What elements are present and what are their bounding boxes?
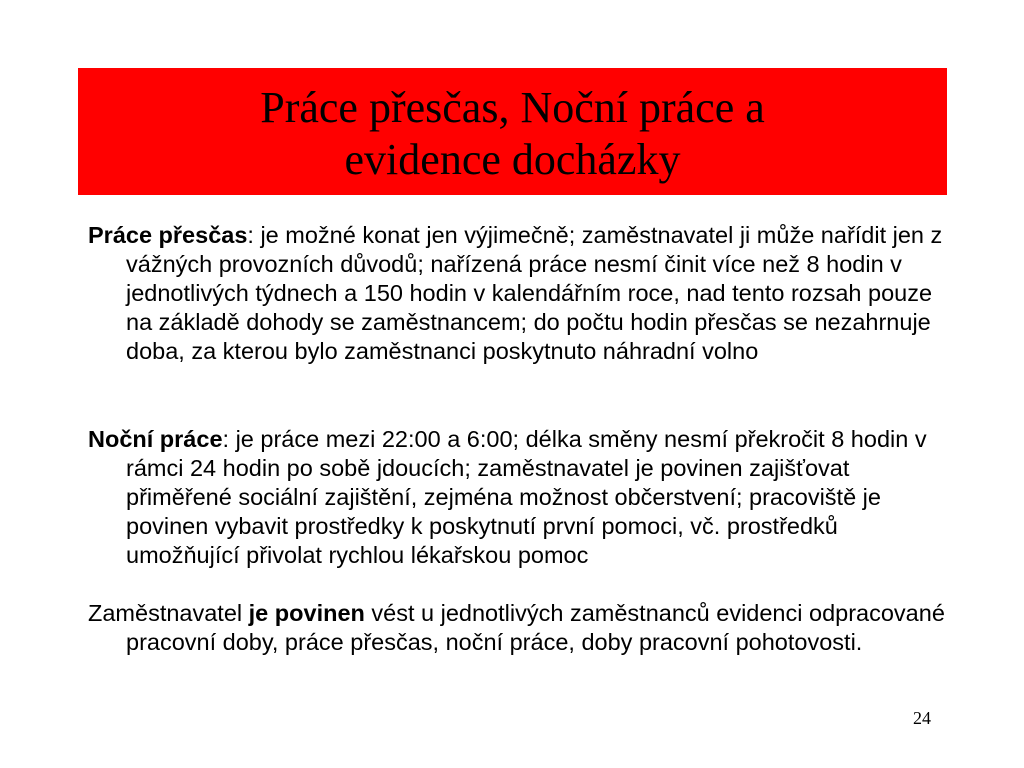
paragraph-night-work [88,425,948,570]
attendance-intro: Zaměstnavatel [88,600,249,626]
slide-body [88,221,948,657]
paragraph-attendance-records [88,599,948,657]
paragraph-overtime [88,221,948,366]
title-line-1: Práce přesčas, Noční práce a [260,82,765,132]
slide-title [260,82,765,186]
night-work-text: : je práce mezi 22:00 a 6:00; délka směny nesmí překročit 8 hodin v rámci 24 hodin po sobě jdoucích; zaměstnavatel je povinen zajišťovat přiměřené sociální zajištění, zejména možnost občerstvení; pracoviště je povinen vybavit prostředky k poskytnutí první pomoci, vč. prostředků umožňující přivolat rychlou lékařskou pomoc [126,426,927,568]
page-number: 24 [913,708,931,728]
attendance-text: vést u jednotlivých zaměstnanců evidenci odpracované pracovní doby, práce přesčas, noční práce, doby pracovní pohotovosti. [126,600,945,655]
night-work-heading: Noční práce [88,426,223,452]
overtime-heading: Práce přesčas [88,222,248,248]
title-banner [78,68,947,195]
title-line-2: evidence docházky [344,134,681,184]
attendance-emphasis: je povinen [248,600,365,626]
overtime-text: : je možné konat jen výjimečně; zaměstnavatel ji může nařídit jen z vážných provozních důvodů; nařízená práce nesmí činit více než 8 hodin v jednotlivých týdnech a 150 hodin v kalendářním roce, nad tento rozsah pouze na základě dohody se zaměstnancem; do počtu hodin přesčas se nezahrnuje doba, za kterou bylo zaměstnanci poskytnuto náhradní volno [126,222,943,364]
